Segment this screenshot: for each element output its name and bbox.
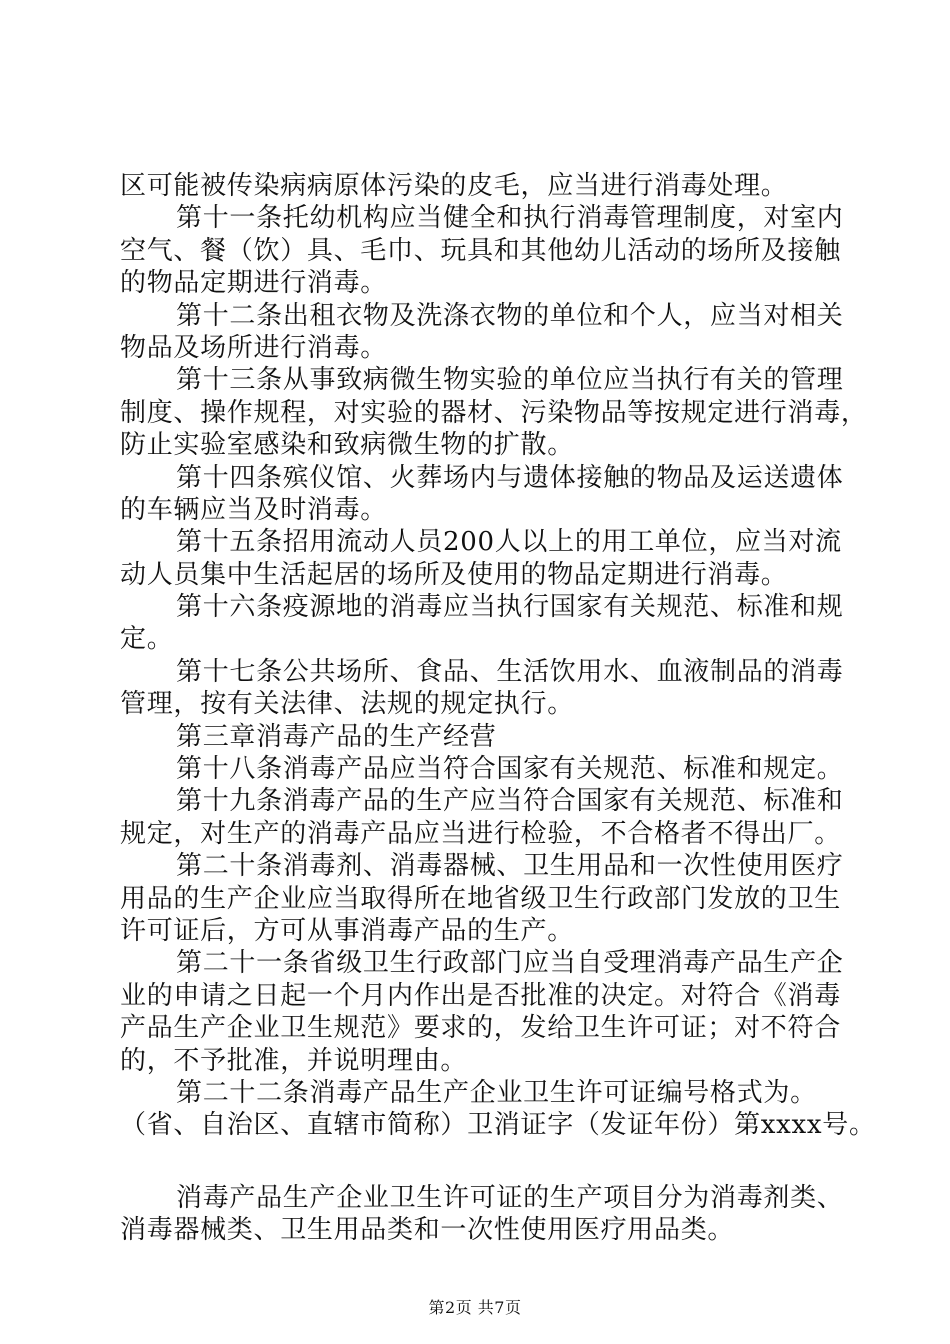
- document-body: [120, 170, 876, 1247]
- text-line: （省、自治区、直辖市简称）卫消证字（发证年份）第xxxx号。: [120, 1110, 876, 1141]
- text-line: 第二十二条消毒产品生产企业卫生许可证编号格式为。: [176, 1077, 817, 1108]
- text-line: 第十五条招用流动人员200人以上的用工单位，应当对流: [176, 527, 842, 558]
- text-line: 第二十一条省级卫生行政部门应当自受理消毒产品生产企: [176, 948, 844, 979]
- text-line: 定。: [120, 624, 174, 655]
- text-line: 第十六条疫源地的消毒应当执行国家有关规范、标准和规: [176, 592, 844, 623]
- text-line: 消毒器械类、卫生用品类和一次性使用医疗用品类。: [120, 1215, 735, 1246]
- text-line: 的物品定期进行消毒。: [120, 268, 388, 299]
- chapter-heading: 第三章消毒产品的生产经营: [176, 721, 497, 752]
- text-line: 第十七条公共场所、食品、生活饮用水、血液制品的消毒: [176, 656, 844, 687]
- paragraph-gap: [120, 1142, 840, 1182]
- text-line: 管理，按有关法律、法规的规定执行。: [120, 689, 574, 720]
- text-line: 的车辆应当及时消毒。: [120, 494, 388, 525]
- text-line: 用品的生产企业应当取得所在地省级卫生行政部门发放的卫生: [120, 883, 841, 914]
- text-line: 第十一条托幼机构应当健全和执行消毒管理制度，对室内: [176, 203, 844, 234]
- text-line: 动人员集中生活起居的场所及使用的物品定期进行消毒。: [120, 559, 788, 590]
- text-line: 第十八条消毒产品应当符合国家有关规范、标准和规定。: [176, 754, 844, 785]
- text-line: 物品及场所进行消毒。: [120, 332, 388, 363]
- text-line: 区可能被传染病病原体污染的皮毛，应当进行消毒处理。: [120, 171, 788, 201]
- text-line: 产品生产企业卫生规范》要求的，发给卫生许可证；对不符合: [120, 1013, 841, 1044]
- text-line: 第十三条从事致病微生物实验的单位应当执行有关的管理: [176, 365, 844, 396]
- text-line: 第十四条殡仪馆、火葬场内与遗体接触的物品及运送遗体: [176, 462, 844, 493]
- text-line: 第十二条出租衣物及洗涤衣物的单位和个人，应当对相关: [176, 300, 844, 331]
- text-line: 第二十条消毒剂、消毒器械、卫生用品和一次性使用医疗: [176, 851, 844, 882]
- text-line: 规定，对生产的消毒产品应当进行检验，不合格者不得出厂。: [120, 818, 841, 849]
- text-line: 的，不予批准，并说明理由。: [120, 1045, 468, 1076]
- text-line: 第十九条消毒产品的生产应当符合国家有关规范、标准和: [176, 786, 844, 817]
- page-footer: 第2页 共7页: [428, 1298, 522, 1317]
- text-line: 消毒产品生产企业卫生许可证的生产项目分为消毒剂类、: [176, 1182, 844, 1213]
- text-line: 许可证后，方可从事消毒产品的生产。: [120, 915, 574, 946]
- text-line: 防止实验室感染和致病微生物的扩散。: [120, 430, 574, 461]
- text-line: 业的申请之日起一个月内作出是否批准的决定。对符合《消毒: [120, 980, 841, 1011]
- text-line: 空气、餐（饮）具、毛巾、玩具和其他幼儿活动的场所及接触: [120, 235, 841, 266]
- text-line: 制度、操作规程，对实验的器材、污染物品等按规定进行消毒，: [120, 397, 868, 428]
